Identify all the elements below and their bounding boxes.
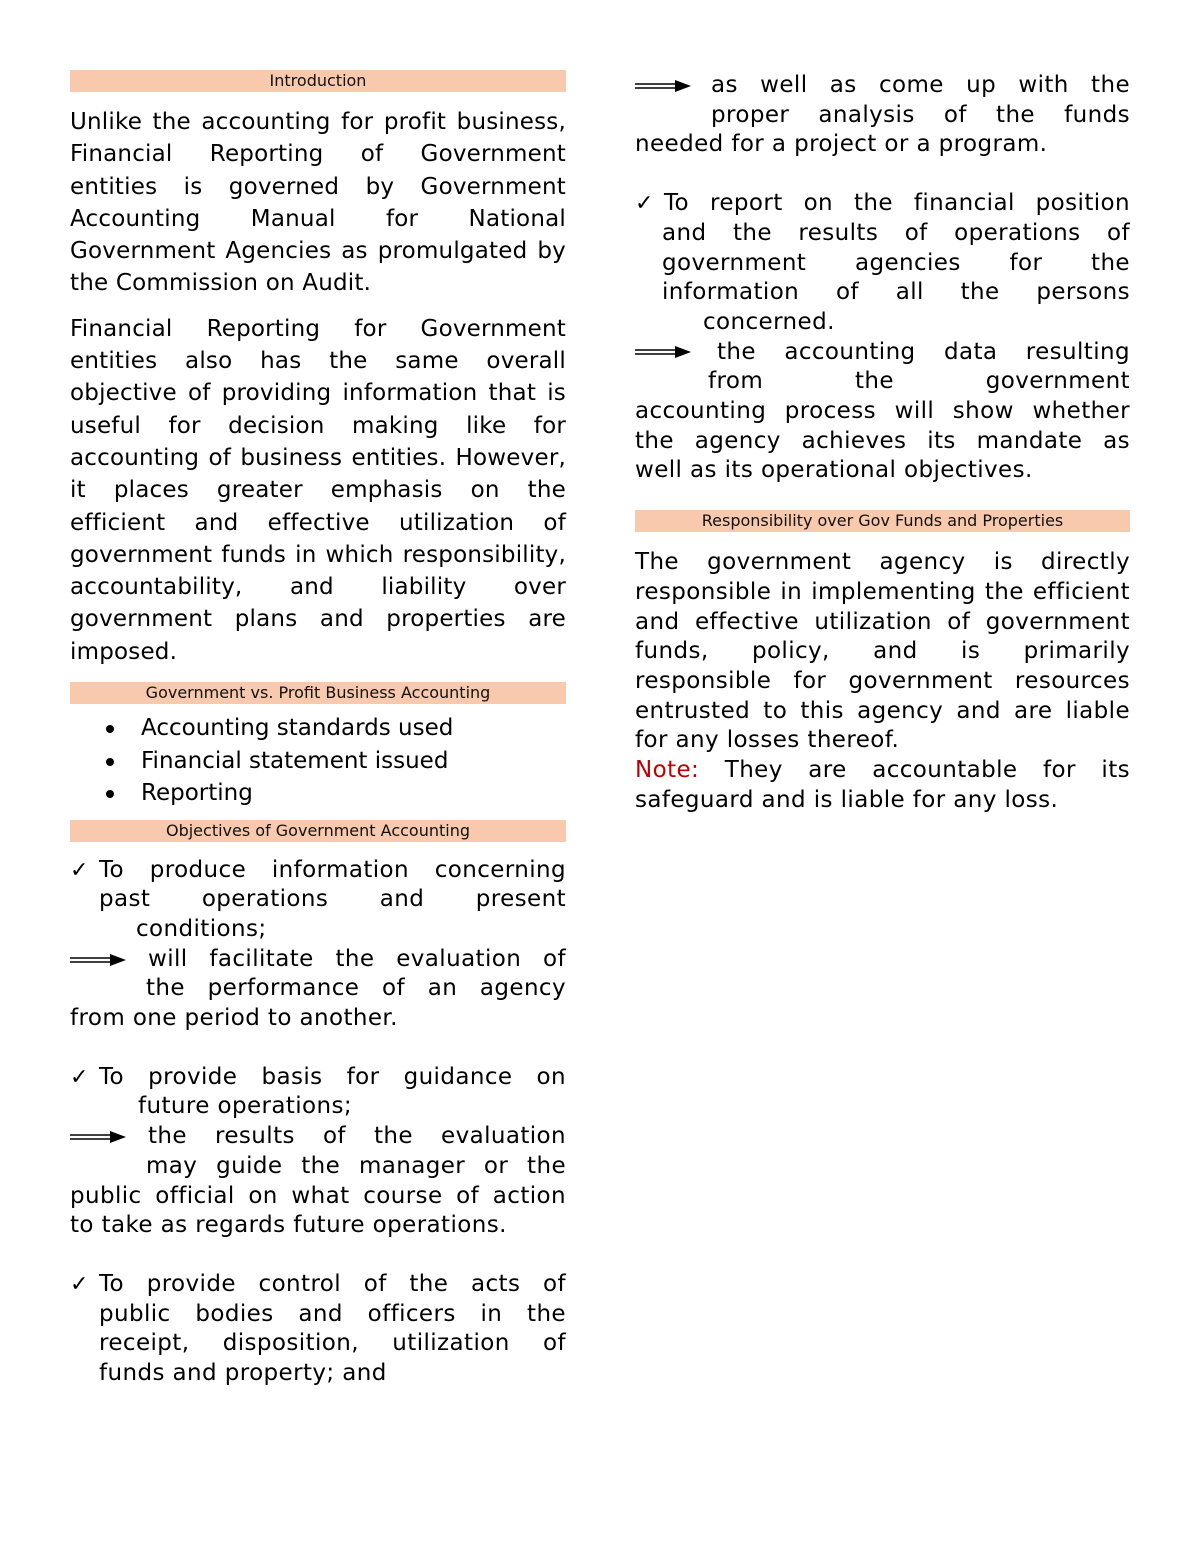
bullet-icon — [106, 790, 114, 798]
responsibility-note — [635, 756, 1130, 815]
objective-3: ✓ To provide control of the acts of public bodies and officers in the receipt, disposition, utilization of funds and property; and — [70, 1270, 566, 1387]
arrow-right-icon — [635, 345, 691, 359]
left-column: Introduction Unlike the accounting for profit business, Financial Reporting of Government entities is governed by Government Accounting Manual for National Government Agencies as promulgated by the Commission on Audit. Financial Reporting for Government entities also has the same overall objective of providing information that is useful for decision making like for accounting of business entities. However, it places greater emphasis on the efficient and effective utilization of government funds in which responsibility, accountability, and liability over government plans and properties are imposed. Government vs. Profit Business Accounting Accounting standards used Financial statement issued Reporting Objectives of Government Accounting ✓ To produce information concerning past operations and present conditions; will facilitate the evaluation of the performance of an agency from one period to another. ✓ To provide basis for guidance on future operations; the results of the evaluation may guide the manager or the public official on what course of action to take as regards future operations. ✓ To provide control of the acts of public bodies and officers in the receipt, disposition, utilization of funds and property; and — [70, 70, 566, 1389]
objective-2-arrow-line: the results of the evaluation — [70, 1122, 566, 1152]
objective-4-arrow-line: the accounting data resulting — [635, 338, 1130, 368]
list-item: Reporting — [70, 777, 566, 810]
section-header-objectives: Objectives of Government Accounting — [70, 820, 566, 842]
list-item: Financial statement issued — [70, 745, 566, 778]
intro-paragraph-2: Financial Reporting for Government entities also has the same overall objective of providing information that is useful for decision making like for accounting of business entities. However, it places greater emphasis on the efficient and effective utilization of government funds in which responsibility, accountability, and liability over government plans and properties are imposed. — [70, 315, 566, 665]
check-icon: ✓ — [70, 857, 89, 883]
objective-4: ✓ To report on the financial position and the results of operations of government agencies for the information of all the persons concerned. — [635, 190, 1130, 335]
gov-vs-profit-list — [70, 712, 566, 810]
section-header-responsibility: Responsibility over Gov Funds and Properties — [635, 510, 1130, 532]
intro-paragraph-1: Unlike the accounting for profit business, Financial Reporting of Government entities is governed by Government Accounting Manual for National Government Agencies as promulgated by the Commission on Audit. — [70, 109, 566, 297]
right-column: as well as come up with the proper analysis of the funds needed for a project or a program. ✓ To report on the financial position and the results of operations of government agencies for the information of all the persons concerned. the accounting data resulting from the government accounting process will show whether the agency achieves its mandate as well as its operational objectives. Responsibility over Gov Funds and Properties The government agency is directly responsible in implementing the efficient and effective utilization of government funds, policy, and is primarily responsible for government resources entrusted to this agency and are liable for any losses thereof. Note: They are accountable for its safeguard and is liable for any loss. — [635, 70, 1130, 815]
bullet-icon — [106, 725, 114, 733]
check-icon: ✓ — [70, 1271, 89, 1297]
objective-1: ✓ To produce information concerning past operations and present conditions; — [70, 856, 566, 942]
arrow-right-icon — [70, 1130, 126, 1144]
bullet-icon — [106, 758, 114, 766]
section-header-introduction: Introduction — [70, 70, 566, 92]
objective-3-arrow-line: as well as come up with the — [635, 71, 1130, 101]
check-icon: ✓ — [635, 191, 654, 217]
note-text: They are accountable for its safeguard and is liable for any loss. — [635, 757, 1130, 813]
list-item: Accounting standards used — [70, 712, 566, 745]
objective-1-arrow-line: will facilitate the evaluation of — [70, 945, 566, 975]
objective-2: ✓ To provide basis for guidance on future operations; — [70, 1063, 566, 1120]
arrow-right-icon — [635, 79, 691, 93]
arrow-right-icon — [70, 953, 126, 967]
check-icon: ✓ — [70, 1064, 89, 1090]
note-label: Note: — [635, 757, 700, 784]
section-header-gov-vs-profit: Government vs. Profit Business Accounting — [70, 682, 566, 704]
responsibility-paragraph: The government agency is directly responsible in implementing the efficient and effective utilization of government funds, policy, and is primarily responsible for government resources entrusted to this agency and are liable for any losses thereof. — [635, 549, 1130, 754]
